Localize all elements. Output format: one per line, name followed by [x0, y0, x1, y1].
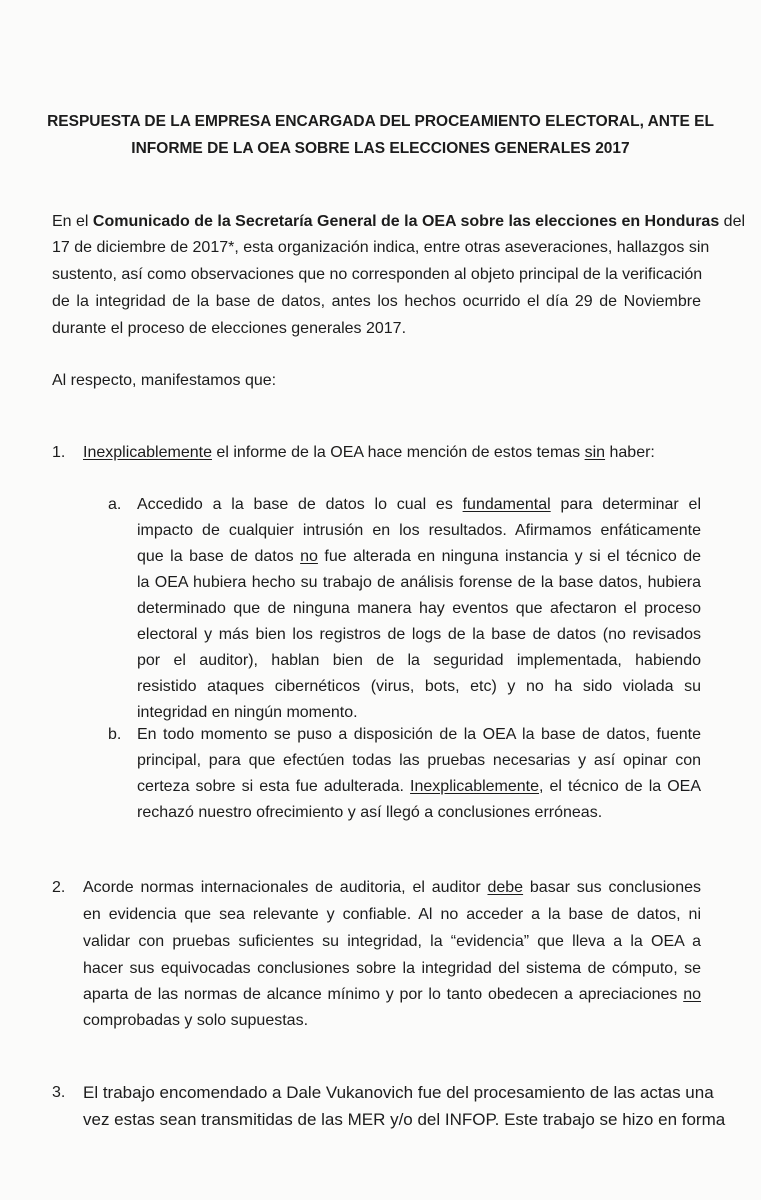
item-3-text: El trabajo encomendado a Dale Vukanovich fue del procesamiento de las actas una [83, 1083, 714, 1102]
item-1b-line-3 [137, 774, 701, 800]
item-1b-line-2 [137, 748, 701, 774]
item-1-number: 1. [52, 444, 66, 461]
document-title [0, 108, 761, 162]
item-1-text: el informe de la OEA hace mención de estos temas [211, 444, 585, 461]
comunicado-reference: Comunicado de la Secretaría General de la OEA sobre las elecciones en Honduras [92, 213, 720, 230]
item-2-line-1 [83, 875, 701, 901]
item-1b-label: b. [108, 726, 122, 743]
item-3-line-1 [83, 1080, 714, 1106]
item-2-line-2 [83, 902, 701, 928]
item-1a-line-2 [137, 518, 701, 544]
item-1a-text: para determinar el [550, 496, 701, 513]
item-2-text: Acorde normas internacionales de auditoria, el auditor [83, 879, 488, 896]
item-1a-text: determinado que de ninguna manera hay eventos que afectaron el proceso [137, 600, 701, 617]
emphasis-underline: no [300, 548, 318, 565]
item-1a-label: a. [108, 496, 122, 513]
item-1a-text: impacto de cualquier intrusión en los resultados. Afirmamos enfáticamente [137, 522, 701, 539]
item-2-line-3 [83, 929, 701, 955]
item-1a-line-3 [137, 544, 701, 570]
item-1-heading [83, 440, 655, 466]
intro-line-3 [52, 262, 701, 288]
item-1b-line-1 [137, 722, 701, 748]
item-1a-line-6 [137, 622, 701, 648]
item-1a-text: que la base de datos [137, 548, 301, 565]
item-1a-line-1 [137, 492, 701, 518]
item-1a-line-4 [137, 570, 701, 596]
intro-line-4 [52, 289, 701, 315]
item-1a-line-5 [137, 596, 701, 622]
item-1b-text: , el técnico de la OEA [539, 778, 702, 795]
item-3-line-2 [83, 1107, 726, 1133]
title-line-2: INFORME DE LA OEA SOBRE LAS ELECCIONES GENERALES 2017 [131, 140, 630, 157]
emphasis-underline: fundamental [462, 496, 551, 513]
item-2-line-5 [83, 982, 701, 1008]
intro-text: sustento, así como observaciones que no corresponden al objeto principal de la verificación [52, 266, 703, 283]
item-1a-text: por el auditor), hablan bien de la seguridad implementada, habiendo [137, 652, 701, 669]
intro-text: de la integridad de la base de datos, antes los hechos ocurrido el día 29 de Noviembre [52, 293, 701, 310]
emphasis-underline: Inexplicablemente [410, 778, 540, 795]
item-1b-text: certeza sobre si esta fue adulterada. [137, 778, 411, 795]
emphasis-underline: debe [487, 879, 524, 896]
intro-line-1 [52, 209, 746, 235]
intro-text: 17 de diciembre de 2017*, esta organización indica, entre otras aseveraciones, hallazgos sin [52, 239, 710, 256]
item-2-line-4 [83, 956, 701, 982]
item-1a-line-7 [137, 648, 701, 674]
item-2-line-6: comprobadas y solo supuestas. [83, 1012, 309, 1029]
intro-text: En el [52, 213, 93, 230]
intro-line-2 [52, 235, 710, 261]
intro-text: del [719, 213, 746, 230]
item-1a-line-8 [137, 674, 701, 700]
item-2-text: hacer sus equivocadas conclusiones sobre la integridad del sistema de cómputo, se [83, 960, 701, 977]
item-1b-line-4: rechazó nuestro ofrecimiento y así llegó a conclusiones erróneas. [137, 804, 603, 821]
item-2-number: 2. [52, 879, 66, 896]
emphasis-underline: no [683, 986, 701, 1003]
item-1a-text: fue alterada en ninguna instancia y si el técnico de [317, 548, 702, 565]
emphasis-underline: sin [584, 444, 606, 461]
item-1a-text: electoral y más bien los registros de logs de la base de datos (no revisados [137, 626, 701, 643]
item-1b-text: En todo momento se puso a disposición de la OEA la base de datos, fuente [137, 726, 701, 743]
emphasis-underline: Inexplicablemente [83, 444, 212, 461]
item-1-text: haber: [605, 444, 655, 461]
intro-line-5: durante el proceso de elecciones generales 2017. [52, 320, 407, 337]
item-1a-text: resistido ataques cibernéticos (virus, bots, etc) y no ha sido violada su [137, 678, 701, 695]
title-line-1: RESPUESTA DE LA EMPRESA ENCARGADA DEL PROCEAMIENTO ELECTORAL, ANTE EL [47, 113, 714, 130]
item-2-text: validar con pruebas suficientes su integridad, la “evidencia” que lleva a la OEA a [83, 933, 701, 950]
item-1a-line-9: integridad en ningún momento. [137, 704, 358, 721]
item-2-text: basar sus conclusiones [523, 879, 701, 896]
item-3-text: vez estas sean transmitidas de las MER y/o del INFOP. Este trabajo se hizo en forma [83, 1110, 726, 1129]
item-1a-text: Accedido a la base de datos lo cual es [137, 496, 463, 513]
item-1b-text: principal, para que efectúen todas las pruebas necesarias y así opinar con [137, 752, 701, 769]
item-2-text: aparta de las normas de alcance mínimo y por lo tanto obedecen a apreciaciones [83, 986, 684, 1003]
item-3-number: 3. [52, 1084, 66, 1101]
item-2-text: en evidencia que sea relevante y confiable. Al no acceder a la base de datos, ni [83, 906, 701, 923]
respecto-line: Al respecto, manifestamos que: [52, 372, 277, 389]
item-1a-text: la OEA hubiera hecho su trabajo de análisis forense de la base datos, hubiera [137, 574, 701, 591]
